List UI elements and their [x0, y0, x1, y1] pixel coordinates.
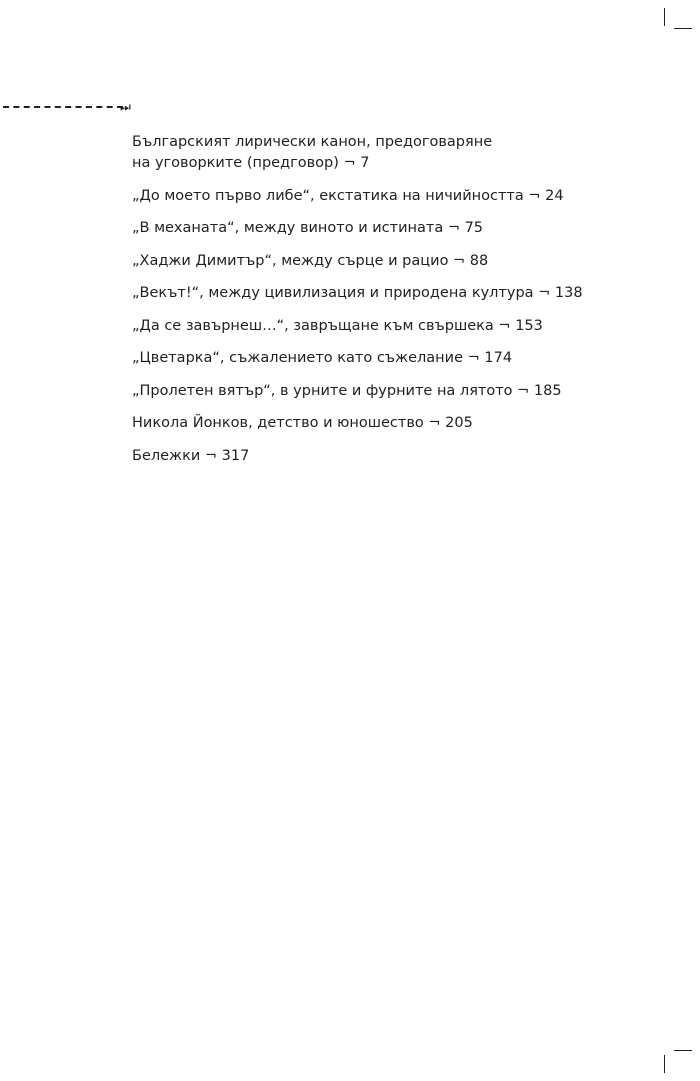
table-of-contents: [132, 132, 652, 478]
double-arrow-icon: ⏭: [120, 100, 129, 114]
toc-entry: [132, 283, 652, 304]
toc-entry: [132, 381, 652, 402]
toc-entry-line: Бележки ¬ 317: [132, 447, 250, 464]
toc-entry-line: Българският лирически канон, предоговаряне: [132, 134, 493, 150]
toc-entry: [132, 186, 652, 207]
dashed-leader-line: [3, 106, 123, 108]
toc-entry-line: „Да се завърнеш…“, завръщане към свършека ¬ 153: [132, 317, 543, 334]
toc-entry-line: „Пролетен вятър“, в урните и фурните на лятото ¬ 185: [132, 382, 562, 399]
crop-mark-top-horizontal: [674, 28, 692, 29]
crop-mark-bottom-horizontal: [674, 1050, 692, 1051]
toc-entry-line: „До моето първо либе“, екстатика на ничийността ¬ 24: [132, 187, 564, 204]
toc-entry: [132, 446, 652, 467]
toc-entry: [132, 348, 652, 369]
toc-entry-line: „В механата“, между виното и истината ¬ 75: [132, 220, 484, 236]
toc-entry-line: Никола Йонков, детство и юношество ¬ 205: [132, 415, 473, 431]
toc-entry-line: „Векът!“, между цивилизация и природена култура ¬ 138: [132, 285, 583, 301]
toc-entry-line: „Хаджи Димитър“, между сърце и рацио ¬ 88: [132, 252, 489, 269]
toc-entry: [132, 316, 652, 337]
crop-mark-bottom-vertical: [664, 1055, 665, 1073]
toc-entry: [132, 413, 652, 434]
toc-entry: [132, 251, 652, 272]
toc-entry: [132, 218, 652, 239]
toc-entry-line: „Цветарка“, съжалението като съжелание ¬ 174: [132, 350, 513, 366]
toc-entry: [132, 132, 652, 174]
toc-entry-line: на уговорките (предговор) ¬ 7: [132, 155, 370, 171]
crop-mark-top-vertical: [664, 8, 665, 26]
